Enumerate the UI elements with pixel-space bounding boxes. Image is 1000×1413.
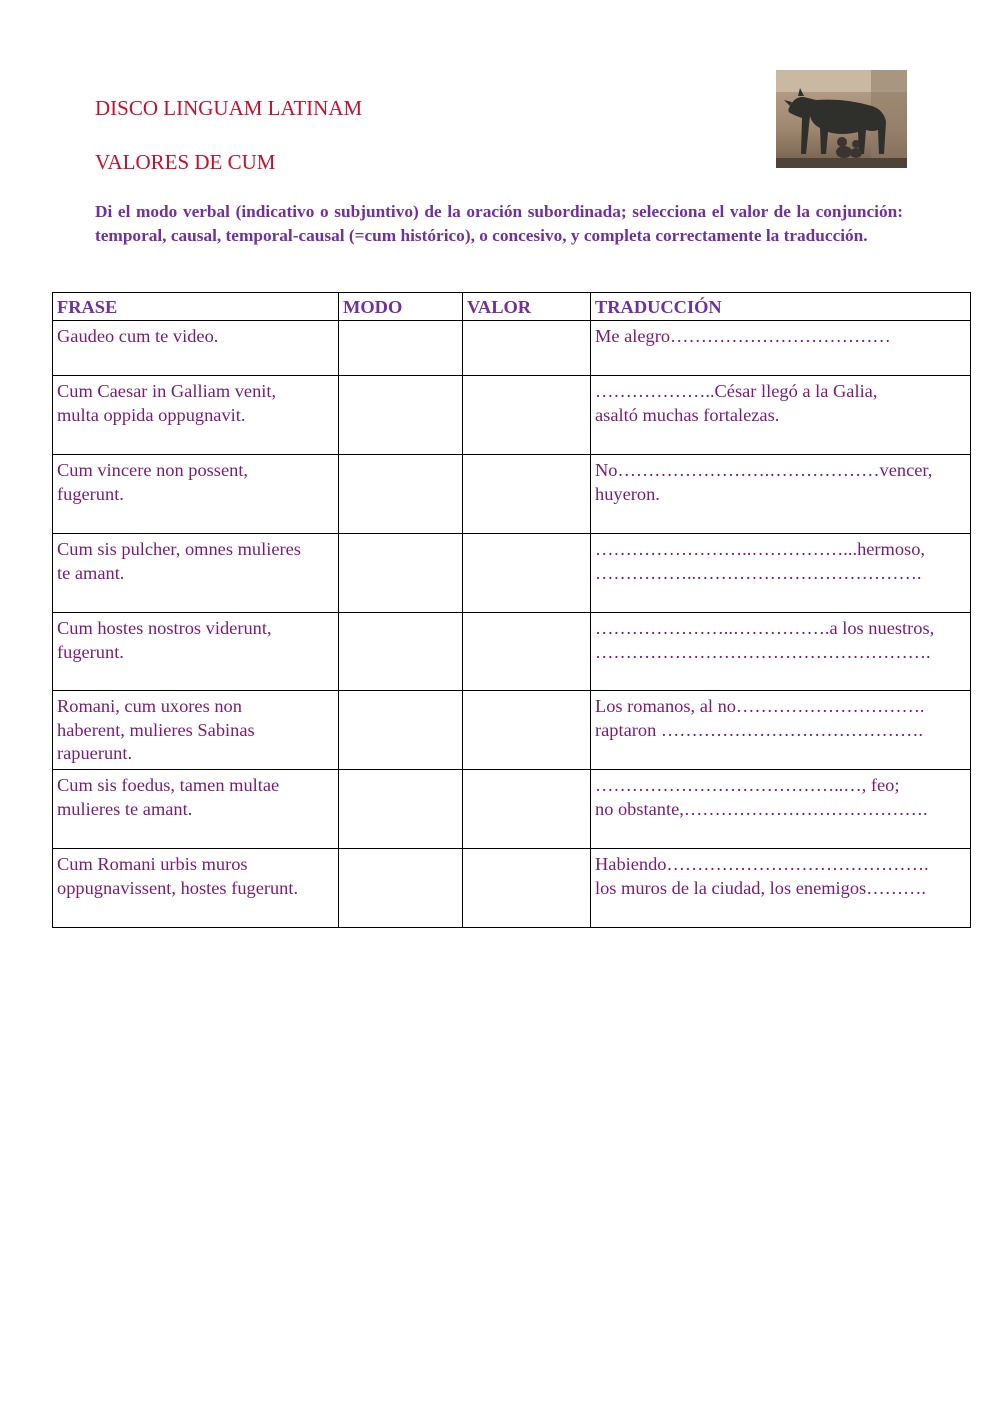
instructions-text: Di el modo verbal (indicativo o subjuntivo) de la oración subordinada; selecciona el valor de la conjunción: temporal, causal, temporal-causal (=cum histórico), o concesivo, y completa correctamente la traducción. [95,202,903,245]
table-row [53,455,971,534]
modo-answer-cell[interactable] [339,770,463,849]
frase-line: haberent, mulieres Sabinas [57,719,255,740]
traduccion-cell[interactable] [591,613,971,691]
modo-answer-cell[interactable] [339,613,463,691]
traduccion-cell[interactable] [591,321,971,376]
frase-line: fugerunt. [57,641,124,662]
traduccion-line: asaltó muchas fortalezas. [595,404,780,425]
traduccion-line: …………………………………..…, feo; [595,775,900,795]
page-title: DISCO LINGUAM LATINAM [95,96,363,120]
traduccion-line: No…………………….………………vencer, [595,460,933,480]
table-row [53,321,971,376]
traduccion-line: ……………..………………………………. [595,562,922,583]
table-row [53,849,971,928]
traduccion-line: Habiendo……………………………………. [595,854,929,874]
table-row [53,376,971,455]
frase-line: Cum vincere non possent, [57,460,249,480]
modo-answer-cell[interactable] [339,455,463,534]
traduccion-cell[interactable] [591,376,971,455]
column-header-frase: FRASE [53,293,339,321]
frase-line: Cum hostes nostros viderunt, [57,618,272,638]
modo-answer-cell[interactable] [339,321,463,376]
column-header-valor: VALOR [463,293,591,321]
frase-cell [53,849,339,928]
traduccion-line: ………………………………………………. [595,641,931,662]
frase-line: Gaudeo cum te video. [57,326,219,346]
traduccion-cell[interactable] [591,691,971,770]
frase-line: mulieres te amant. [57,798,193,819]
frase-cell [53,534,339,613]
exercise-table [52,292,971,928]
table-header-row [53,293,971,321]
frase-cell [53,376,339,455]
valor-answer-cell[interactable] [463,691,591,770]
valor-answer-cell[interactable] [463,376,591,455]
column-header-modo: MODO [339,293,463,321]
page-subtitle: VALORES DE CUM [95,150,276,174]
frase-line: Cum sis foedus, tamen multae [57,775,280,795]
modo-answer-cell[interactable] [339,691,463,770]
valor-answer-cell[interactable] [463,534,591,613]
frase-line: Cum Caesar in Galliam venit, [57,381,277,401]
column-header-traduccion: TRADUCCIÓN [591,293,971,321]
traduccion-cell[interactable] [591,770,971,849]
frase-line: Cum sis pulcher, omnes mulieres [57,539,301,559]
frase-line: Cum Romani urbis muros [57,854,248,874]
frase-cell [53,770,339,849]
traduccion-cell[interactable] [591,455,971,534]
valor-answer-cell[interactable] [463,613,591,691]
traduccion-line: …………………..…………….a los nuestros, [595,618,935,638]
modo-answer-cell[interactable] [339,534,463,613]
table-row [53,770,971,849]
traduccion-line: huyeron. [595,483,660,504]
valor-answer-cell[interactable] [463,849,591,928]
traduccion-line: los muros de la ciudad, los enemigos………. [595,877,926,898]
frase-line: oppugnavissent, hostes fugerunt. [57,877,299,898]
table-row [53,534,971,613]
frase-line: multa oppida oppugnavit. [57,404,246,425]
traduccion-line: ………………..César llegó a la Galia, [595,381,878,401]
valor-answer-cell[interactable] [463,770,591,849]
traduccion-line: Me alegro……………………………… [595,326,891,346]
traduccion-line: Los romanos, al no…………………………. [595,696,925,716]
traduccion-cell[interactable] [591,534,971,613]
traduccion-line: raptaron ……………………………………. [595,719,923,740]
valor-answer-cell[interactable] [463,321,591,376]
traduccion-line: no obstante,…………………………………. [595,798,928,819]
table-row [53,691,971,770]
frase-cell [53,613,339,691]
frase-line: Romani, cum uxores non [57,696,242,716]
frase-cell [53,455,339,534]
modo-answer-cell[interactable] [339,849,463,928]
frase-cell [53,321,339,376]
valor-answer-cell[interactable] [463,455,591,534]
frase-line: rapuerunt. [57,743,133,763]
traduccion-line: ……………………..……………...hermoso, [595,539,925,559]
frase-cell [53,691,339,770]
capitoline-wolf-image [776,70,907,168]
modo-answer-cell[interactable] [339,376,463,455]
traduccion-cell[interactable] [591,849,971,928]
frase-line: te amant. [57,562,125,583]
table-row [53,613,971,691]
frase-line: fugerunt. [57,483,124,504]
